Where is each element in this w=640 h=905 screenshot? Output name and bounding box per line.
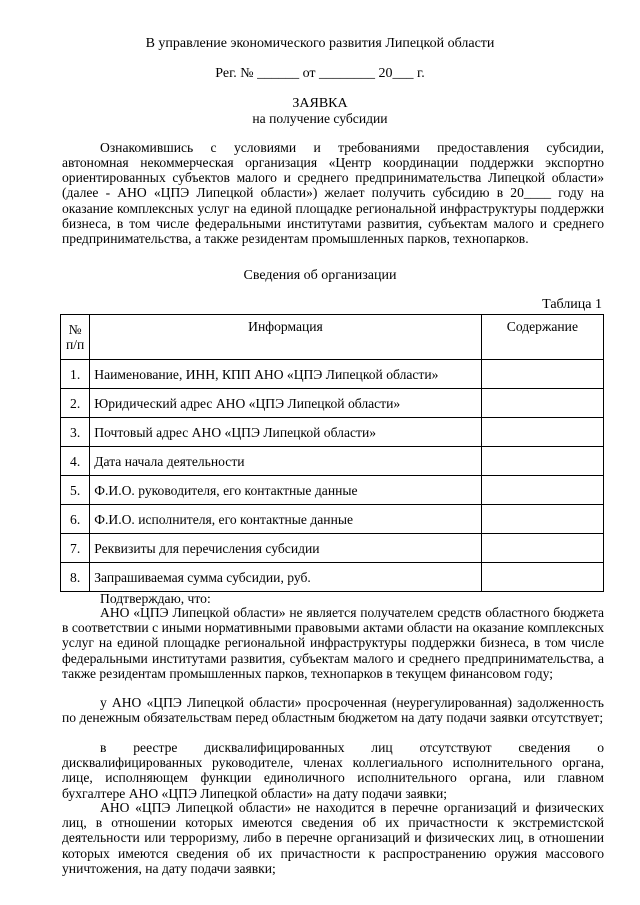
header-info: Информация <box>90 315 481 360</box>
document-title: ЗАЯВКА <box>292 96 348 111</box>
row-num: 1. <box>61 360 90 389</box>
row-num: 7. <box>61 534 90 563</box>
header-num: № п/п <box>61 315 90 360</box>
row-num: 5. <box>61 476 90 505</box>
table-caption: Таблица 1 <box>542 297 602 312</box>
table-header-row <box>61 315 604 360</box>
registration-line: Рег. № ______ от ________ 20___ г. <box>215 66 425 81</box>
row-info: Дата начала деятельности <box>90 447 481 476</box>
header-content: Содержание <box>481 315 603 360</box>
table-row <box>61 360 604 389</box>
row-content-cell <box>481 563 603 592</box>
confirm-paragraph-4: АНО «ЦПЭ Липецкой области» не находится в перечне организаций и физических лиц, в отношении которых имеются сведения об их причастности к экстремистской деятельности или терроризму, либо в перечне организаций и физических лиц, в отношении которых имеются сведения об их причастности к распространению оружия массового уничтожения, на дату подачи заявки; <box>62 800 604 876</box>
addressee: В управление экономического развития Липецкой области <box>145 36 495 51</box>
row-content-cell <box>481 505 603 534</box>
row-content-cell <box>481 476 603 505</box>
table-row <box>61 534 604 563</box>
confirm-paragraph-1: АНО «ЦПЭ Липецкой области» не является получателем средств областного бюджета в соответствии с иными нормативными правовыми актами области на оказание комплексных услуг на единой площадке региональной инфраструктуры поддержки бизнеса, в том числе федеральными институтами развития, субъектам малого и среднего предпринимательства, а также резидентам промышленных парков, технопарков в текущем финансовом году; <box>62 605 604 681</box>
row-info: Юридический адрес АНО «ЦПЭ Липецкой области» <box>90 389 481 418</box>
row-num: 8. <box>61 563 90 592</box>
row-content-cell <box>481 389 603 418</box>
intro-first-line: Ознакомившись с условиями и требованиями предоставления субсидии, <box>100 140 604 155</box>
row-info: Ф.И.О. исполнителя, его контактные данные <box>90 505 481 534</box>
table-row <box>61 563 604 592</box>
confirm-paragraph-3: в реестре дисквалифицированных лиц отсутствуют сведения о дисквалифицированных руководителе, членах коллегиального исполнительного органа, лице, исполняющем функции единоличного исполнительного органа, или главном бухгалтере АНО «ЦПЭ Липецкой области» на дату подачи заявки; <box>62 740 604 801</box>
row-info: Ф.И.О. руководителя, его контактные данные <box>90 476 481 505</box>
section-title: Сведения об организации <box>243 268 397 283</box>
table-row <box>61 389 604 418</box>
organization-info-table <box>60 314 604 592</box>
row-content-cell <box>481 418 603 447</box>
row-num: 6. <box>61 505 90 534</box>
table-row <box>61 476 604 505</box>
row-info: Наименование, ИНН, КПП АНО «ЦПЭ Липецкой области» <box>90 360 481 389</box>
table-row <box>61 505 604 534</box>
row-num: 3. <box>61 418 90 447</box>
row-num: 4. <box>61 447 90 476</box>
intro-paragraph: автономная некоммерческая организация «Центр координации поддержки экспортно ориентированных субъектов малого и среднего предпринимательства Липецкой области» (далее - АНО «ЦПЭ Липецкой области») желает получить субсидию в 20____ году на оказание комплексных услуг на единой площадке региональной инфраструктуры поддержки бизнеса, в том числе федеральными институтами развития, субъектам малого и среднего предпринимательства, а также резидентам промышленных парков, технопарков. <box>62 155 604 247</box>
document-subtitle: на получение субсидии <box>252 111 388 126</box>
row-content-cell <box>481 534 603 563</box>
table-row <box>61 447 604 476</box>
row-info: Почтовый адрес АНО «ЦПЭ Липецкой области» <box>90 418 481 447</box>
row-content-cell <box>481 360 603 389</box>
confirm-paragraph-2: у АНО «ЦПЭ Липецкой области» просроченная (неурегулированная) задолженность по денежным обязательствам перед областным бюджетом на дату подачи заявки отсутствует; <box>62 695 604 726</box>
row-content-cell <box>481 447 603 476</box>
table-row <box>61 418 604 447</box>
row-info: Запрашиваемая сумма субсидии, руб. <box>90 563 481 592</box>
row-info: Реквизиты для перечисления субсидии <box>90 534 481 563</box>
row-num: 2. <box>61 389 90 418</box>
confirm-lead: Подтверждаю, что: <box>100 591 211 606</box>
